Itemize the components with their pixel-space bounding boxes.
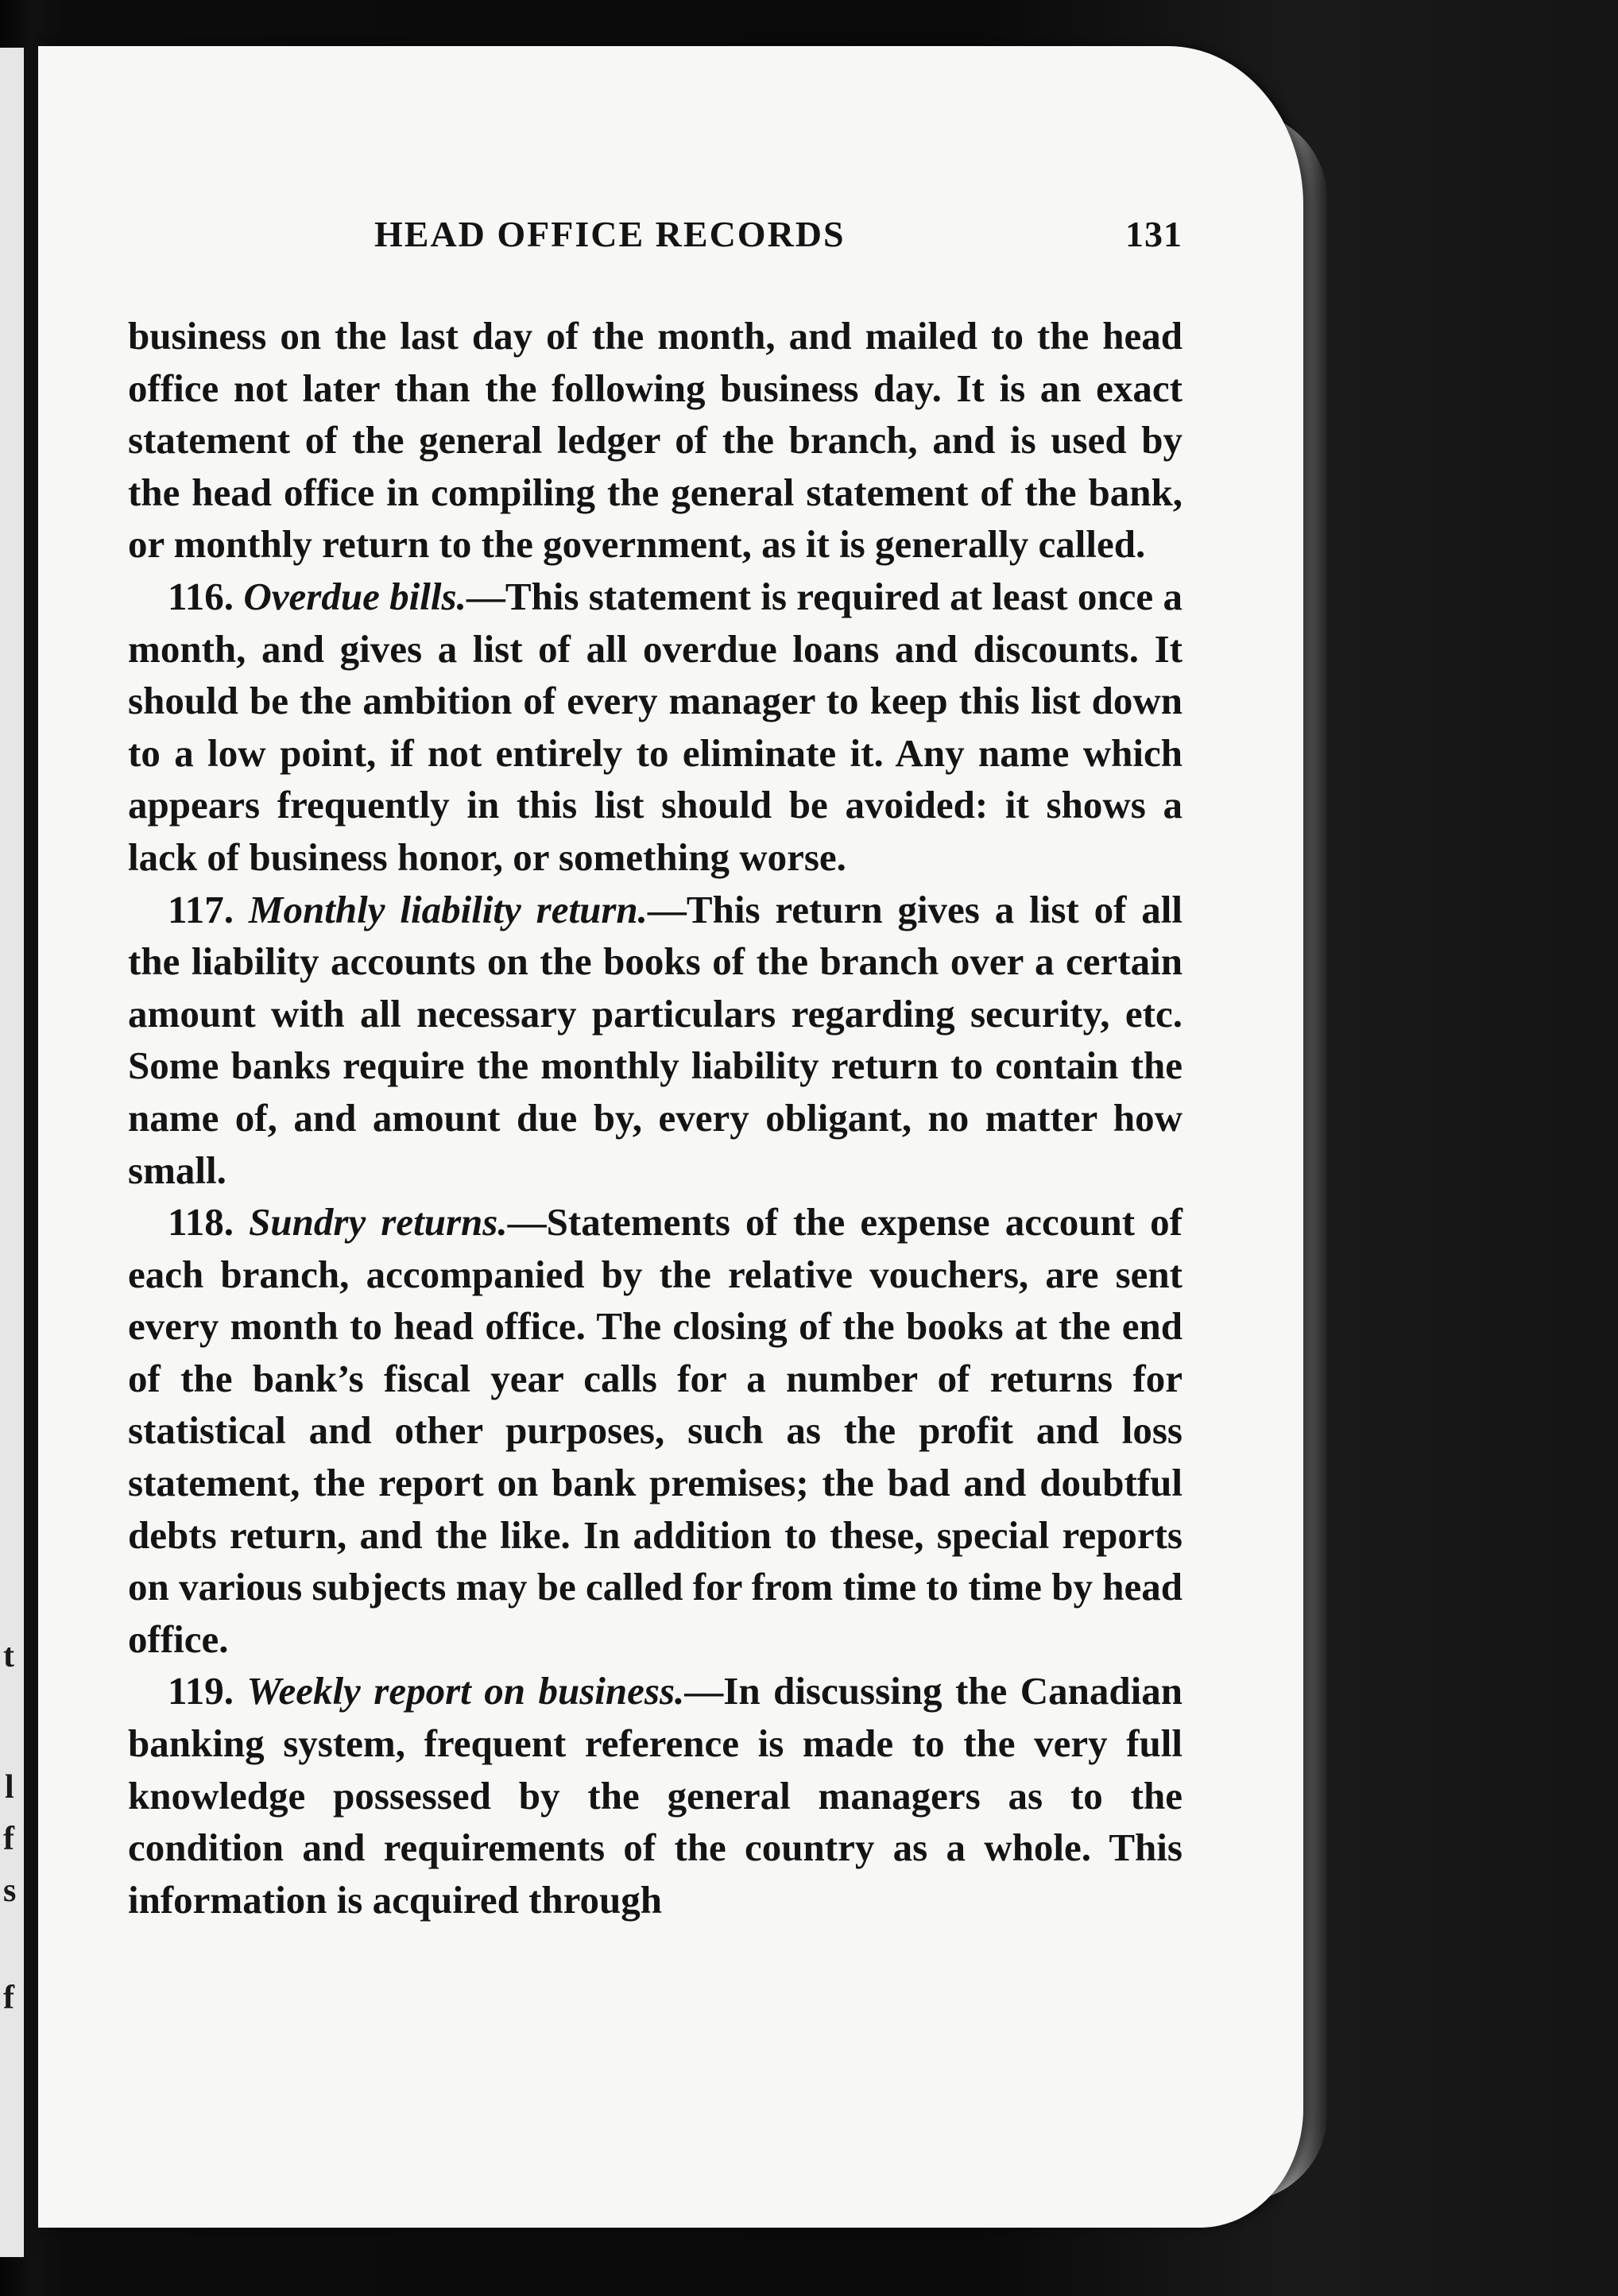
margin-fragment: f <box>3 1980 14 2016</box>
paragraph-116 <box>128 571 1183 884</box>
margin-fragment: f <box>3 1821 14 1857</box>
paragraph-text: —Statements of the expense account of each branch, accompanied by the relative vouchers, are sent every month to head office. The closing of the books at the end of the bank’s fiscal year calls for a number of returns for statistical and other purposes, such as the profit and loss statement, the report on bank premises; the bad and doubtful debts return, and the like. In addition to these, special reports on various subjects may be called for from time to time by head office. <box>128 1200 1183 1661</box>
paragraph-text: business on the last day of the month, and mailed to the head office not later than the following business day. It is an exact statement of the general ledger of the branch, and is used by the head office in compiling the general statement of the bank, or monthly return to the government, as it is generally called. <box>128 314 1183 567</box>
paragraph-continuation <box>128 310 1183 571</box>
paragraph-number: 117. <box>168 887 234 931</box>
paragraph-text: —This statement is required at least once a month, and gives a list of all overdue loans and discounts. It should be the ambition of every manager to keep this list down to a low point, if not entirely to eliminate it. Any name which appears frequently in this list should be avoided: it shows a lack of business honor, or something worse. <box>128 574 1183 879</box>
margin-fragment: s <box>3 1872 17 1909</box>
paragraph-number: 118. <box>168 1200 234 1245</box>
paragraph-text: —In discussing the Canadian banking system, frequent reference is made to the very full knowledge possessed by the general managers as to the condition and requirements of the country as a whole. This information is acquired through <box>128 1669 1183 1922</box>
page-text-block <box>128 213 1183 1926</box>
paragraph-text: —This return gives a list of all the liability accounts on the books of the branch over a certain amount with all necessary particulars regarding security, etc. Some banks require the monthly liability return to contain the name of, and amount due by, every obligant, no matter how small. <box>128 887 1183 1192</box>
paragraph-heading: Weekly report on business. <box>246 1669 685 1713</box>
body-text <box>128 310 1183 1926</box>
paragraph-117 <box>128 884 1183 1197</box>
running-head-title: HEAD OFFICE RECORDS <box>374 214 846 254</box>
margin-fragment: t <box>3 1638 14 1675</box>
book-gutter <box>24 48 35 2257</box>
book-page <box>38 46 1303 2228</box>
page-number: 131 <box>1125 214 1183 254</box>
paragraph-number: 116. <box>168 574 234 618</box>
previous-page-edge <box>0 48 24 2257</box>
margin-fragment: l <box>5 1769 14 1806</box>
paragraph-heading: Monthly liability return. <box>248 887 648 931</box>
paragraph-heading: Sundry returns. <box>249 1200 508 1245</box>
paragraph-119 <box>128 1665 1183 1926</box>
paragraph-number: 119. <box>168 1669 234 1713</box>
paragraph-heading: Overdue bills. <box>243 574 466 618</box>
paragraph-118 <box>128 1196 1183 1665</box>
running-header <box>128 213 1183 269</box>
